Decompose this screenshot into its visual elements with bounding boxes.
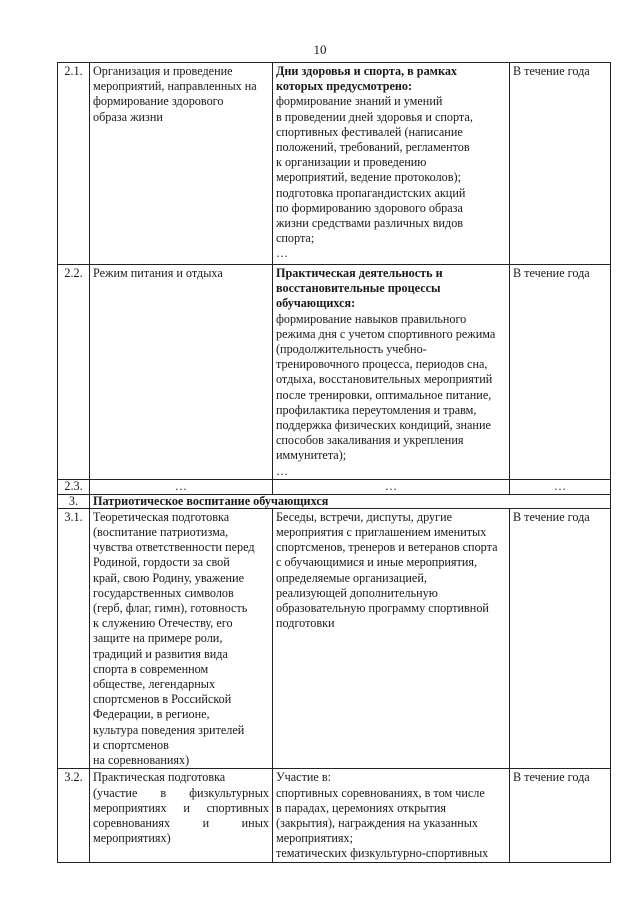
content-heading: Практическая деятельность и [276,266,443,280]
content-line: режима дня с учетом спортивного режима [276,326,496,341]
event-name-line: спорта в современном [93,661,209,676]
table-row [58,479,611,494]
event-name-line: Федерации, в регионе, [93,707,210,722]
page-number: 10 [313,42,327,57]
content-line: (закрытия), награждения на указанных [276,815,479,830]
event-name [90,63,273,265]
table-row [58,508,611,768]
event-name-line: мероприятиях) [93,831,171,846]
content-line: … [276,246,289,261]
content-line: мероприятиях; [276,831,353,846]
content-line: тренировочного процесса, периодов сна, [276,357,488,372]
event-name-line: край, свою Родину, уважение [93,570,245,585]
content-heading: обучающихся: [276,296,356,311]
event-name-line: культура поведения зрителей [93,722,245,737]
ellipsis: … [510,479,611,494]
content-line: поддержка физических кондиций, знание [276,418,491,433]
event-name-line: мероприятий, направленных на [93,79,257,94]
content-line: спортивных фестивалей (написание [276,124,463,139]
content-line: образовательную программу спортивной [276,601,489,616]
content-line: профилактика переутомления и травм, [276,402,477,417]
content-line: … [276,463,289,478]
row-number: 2.2. [58,265,90,480]
event-name-line: чувства ответственности перед [93,540,255,555]
event-name-line: мероприятиях и спортивных [93,800,269,815]
event-name [90,508,273,768]
ellipsis: … [273,479,510,494]
content-heading: восстановительные процессы [276,281,441,296]
content-line: спорта; [276,231,315,246]
content-line: в парадах, церемониях открытия [276,800,446,815]
event-timing: В течение года [510,769,611,862]
row-number: 3.1. [58,508,90,768]
event-name-line: (воспитание патриотизма, [93,525,229,540]
event-name-line: соревнованиях и иных [93,815,269,830]
section-row [58,494,611,508]
content-line: подготовка пропагандистских акций [276,185,466,200]
event-timing: В течение года [510,63,611,265]
content-line: Беседы, встречи, диспуты, другие [276,509,453,524]
content-line: Участие в: [276,770,332,785]
content-line: положений, требований, регламентов [276,140,470,155]
content-line: реализующей дополнительную [276,585,438,600]
event-name-line: традиций и развития вида [93,646,228,661]
event-name [90,265,273,480]
section-number: 3. [58,494,90,508]
event-name-line: (герб, флаг, гимн), готовность [93,601,248,616]
content-line: иммунитета); [276,448,347,463]
event-content [273,265,510,480]
content-line: мероприятия с приглашением именитых [276,525,487,540]
row-number: 3.2. [58,769,90,862]
content-line: определяемые организацией, [276,570,427,585]
event-name-line: на соревнованиях) [93,753,190,768]
event-name-line: Организация и проведение [93,64,233,78]
event-name-line: Практическая подготовка [93,770,226,785]
event-name-line: формирование здорового [93,94,224,109]
row-number: 2.3. [58,479,90,494]
event-name-line: обществе, легендарных [93,677,216,692]
content-line: с обучающимися и иные мероприятия, [276,555,478,570]
content-line: способов закаливания и укрепления [276,433,464,448]
ellipsis: … [90,479,273,494]
content-line: тематических физкультурно-спортивных [276,846,489,861]
table-row [58,63,611,265]
event-content [273,769,510,862]
content-line: спортивных соревнованиях, в том числе [276,785,485,800]
event-name-line: Родиной, гордости за свой [93,555,230,570]
content-line: формирование знаний и умений [276,94,443,109]
event-name-line: и спортсменов [93,737,169,752]
event-name [90,769,273,862]
content-line: в проведении дней здоровья и спорта, [276,109,473,124]
event-name-line: Теоретическая подготовка [93,509,230,524]
content-heading: которых предусмотрено: [276,79,413,94]
event-timing: В течение года [510,508,611,768]
section-title: Патриотическое воспитание обучающихся [90,494,611,508]
event-name-line: к служению Отечеству, его [93,616,233,631]
event-name-line: Режим питания и отдыха [93,266,223,280]
content-line: по формированию здорового образа [276,200,463,215]
table-row [58,769,611,862]
content-line: отдыха, восстановительных мероприятий [276,372,493,387]
content-heading: Дни здоровья и спорта, в рамках [276,64,458,78]
row-number: 2.1. [58,63,90,265]
event-timing: В течение года [510,265,611,480]
table-row [58,265,611,480]
event-name-line: спортсменов в Российской [93,692,232,707]
event-name-line: защите на примере роли, [93,631,223,646]
event-name-line: образа жизни [93,109,163,124]
event-content [273,63,510,265]
event-content [273,508,510,768]
content-line: мероприятий, ведение протоколов); [276,170,461,185]
content-line: (продолжительность учебно- [276,342,427,357]
content-line: формирование навыков правильного [276,311,467,326]
content-line: к организации и проведению [276,155,427,170]
content-line: после тренировки, оптимальное питание, [276,387,492,402]
events-table [57,62,611,863]
event-name-line: государственных символов [93,585,234,600]
content-line: жизни средствами различных видов [276,216,464,231]
content-line: спортсменов, тренеров и ветеранов спорта [276,540,498,555]
event-name-line: (участие в физкультурных [93,785,269,800]
content-line: подготовки [276,616,335,631]
